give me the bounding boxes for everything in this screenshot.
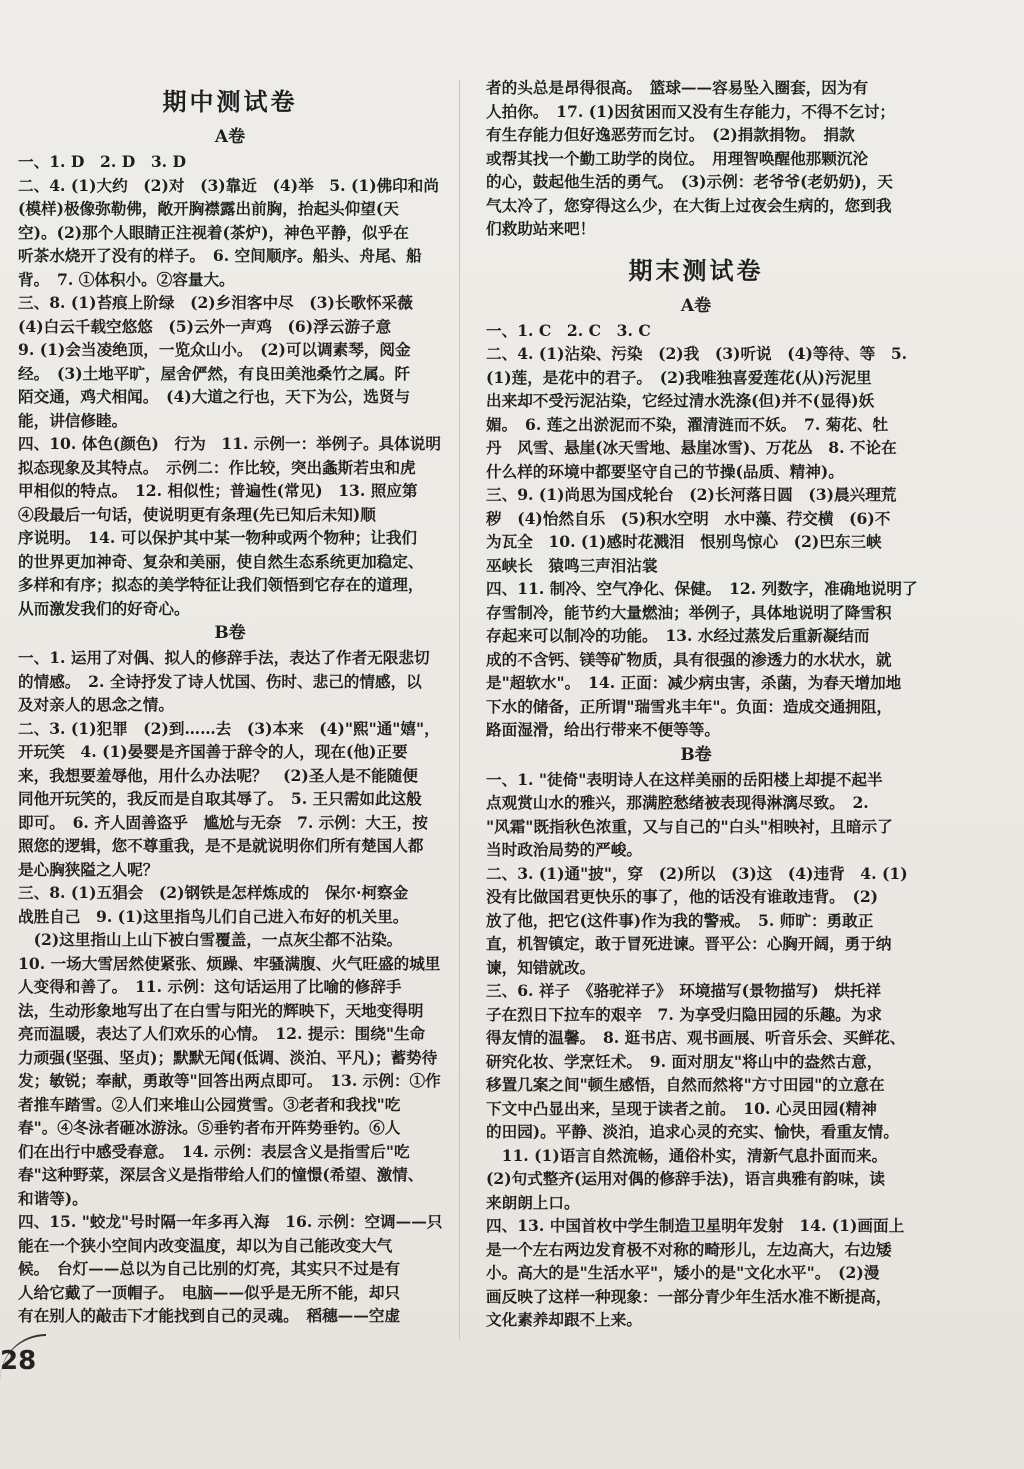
final-exam-title: 期末测试卷 <box>628 255 764 285</box>
text-line: 战胜自己 9. (1)这里指鸟儿们自己进入布好的机关里。 <box>18 906 409 926</box>
text-line: 开玩笑 4. (1)晏婴是齐国善于辞令的人，现在(他)正要 <box>18 742 408 761</box>
final-section-b-body <box>486 768 906 1332</box>
text-line: 三、9. (1)尚思为国戍轮台 (2)长河落日圆 (3)晨兴理荒 <box>486 485 897 504</box>
text-line: 9. (1)会当凌绝顶，一览众山小。 (2)可以调素琴，阅金 <box>18 340 411 359</box>
text-line: 三、6. 祥子 《骆驼祥子》 环境描写(景物描写) 烘托祥 <box>486 981 882 1000</box>
text-line: 二、4. (1)大约 (2)对 (3)靠近 (4)举 5. (1)佛印和尚 <box>18 175 439 195</box>
text-line: 二、4. (1)沾染、污染 (2)我 (3)听说 (4)等待、等 5. <box>486 344 908 363</box>
text-line: 的田园)。平静、淡泊，追求心灵的充实、愉快，看重友情。 <box>486 1122 899 1141</box>
text-line: 多样和有序；拟态的美学特征让我们领悟到它存在的道理， <box>18 575 424 594</box>
text-line: 或帮其找一个勤工助学的岗位。 用理智唤醒他那颗沉沦 <box>486 148 869 168</box>
text-line: (4)白云千载空悠悠 (5)云外一声鸡 (6)浮云游子意 <box>18 316 392 336</box>
text-line: 有生存能力但好逸恶劳而乞讨。 (2)捐款捐物。 捐款 <box>486 125 855 144</box>
text-line: "风霜"既指秋色浓重，又与自己的"白头"相映衬，且暗示了 <box>486 816 893 836</box>
text-line: 候。 台灯——总以为自己比别的灯亮，其实只不过是有 <box>18 1259 401 1278</box>
text-line: 直，机智镇定，敢于冒死进谏。晋平公：心胸开阔，勇于纳 <box>486 934 892 953</box>
text-line: 出来却不受污泥沾染，它经过清水洗涤(但)并不(显得)妖 <box>486 391 875 410</box>
text-line: 空)。(2)那个人眼睛正注视着(茶炉)，神色平静，似乎在 <box>18 222 409 242</box>
text-line: 路面湿滑，给出行带来不便等等。 <box>486 720 720 739</box>
text-line: 有在别人的敲击下才能找到自己的灵魂。 稻穗——空虚 <box>18 1306 401 1325</box>
text-line: 四、11. 制冷、空气净化、保健。 12. 列数字，准确地说明了 <box>486 579 918 598</box>
midterm-section-b-label: B卷 <box>214 623 246 643</box>
text-line: 能在一个狭小空间内改变温度，却以为自己能改变大气 <box>18 1235 393 1255</box>
text-line: 一、1. 运用了对偶、拟人的修辞手法，表达了作者无限悲切 <box>18 648 430 667</box>
text-line: 10. 一场大雪居然使紧张、烦躁、牢骚满腹、火气旺盛的城里 <box>18 953 441 973</box>
text-line: 们在出行中感受春意。 14. 示例：表层含义是指雪后"吃 <box>18 1141 410 1161</box>
text-line: 秽 (4)怡然自乐 (5)积水空明 水中藻、荇交横 (6)不 <box>486 508 891 528</box>
text-line: 即可。 6. 齐人固善盗乎 尴尬与无奈 7. 示例：大王，按 <box>18 812 428 832</box>
text-line: 文化素养却跟不上来。 <box>486 1310 642 1329</box>
text-line: 点观赏山水的雅兴，那满腔愁绪被表现得淋漓尽致。 2. <box>486 793 869 812</box>
text-line: 同他开玩笑的，我反而是自取其辱了。 5. 王只需如此这般 <box>18 789 422 808</box>
text-line: 没有比做国君更快乐的事了，他的话没有谁敢违背。 (2) <box>486 887 879 906</box>
text-line: 为瓦全 10. (1)感时花溅泪 恨别鸟惊心 (2)巴东三峡 <box>486 532 882 551</box>
text-line: 及对亲人的思念之情。 <box>18 695 174 714</box>
text-line: 照您的逻辑，您不尊重我，是不是就说明你们所有楚国人都 <box>18 836 424 855</box>
text-line: 发；敏锐；奉献，勇敢等"回答出两点即可。 13. 示例：①作 <box>18 1071 441 1090</box>
text-line: 是"超软水"。 14. 正面：减少病虫害，杀菌，为春天增加地 <box>486 673 902 692</box>
final-section-b-label: B卷 <box>680 744 712 765</box>
midterm-section-b-body <box>18 646 442 1328</box>
text-line: 们救助站来吧！ <box>486 219 596 238</box>
final-section-a-label: A卷 <box>680 295 712 316</box>
left-column <box>18 72 442 1328</box>
text-line: 子在烈日下拉车的艰辛 7. 为享受归隐田园的乐趣。为求 <box>486 1004 882 1024</box>
text-line: 二、3. (1)通"披"，穿 (2)所以 (3)这 (4)违背 4. (1) <box>486 863 908 883</box>
text-line: 从而激发我们的好奇心。 <box>18 598 190 618</box>
text-line: 媚。 6. 莲之出淤泥而不染，濯清涟而不妖。 7. 菊花、牡 <box>486 414 889 434</box>
text-line: 的心，鼓起他生活的勇气。 (3)示例：老爷爷(老奶奶)，天 <box>486 172 893 191</box>
text-line: 能，讲信修睦。 <box>18 410 128 430</box>
text-line: 当时政治局势的严峻。 <box>486 840 642 859</box>
text-line: 气太冷了，您穿得这么少，在大街上过夜会生病的，您到我 <box>486 195 892 215</box>
text-line: 四、10. 体色(颜色) 行为 11. 示例一：举例子。具体说明 <box>18 434 441 453</box>
text-line: 陌交通，鸡犬相闻。 (4)大道之行也，天下为公，选贤与 <box>18 387 411 406</box>
text-line: 成的不含钙、镁等矿物质，具有很强的渗透力的水状水，就 <box>486 649 892 669</box>
text-line: 是心胸狭隘之人呢？ <box>18 859 159 879</box>
text-line: 巫峡长 猿鸣三声泪沾裳 <box>486 555 658 575</box>
text-line: 什么样的环境中都要坚守自己的节操(品质、精神)。 <box>486 461 844 481</box>
text-line: 存雪制冷，能节约大量燃油；举例子，具体地说明了降雪积 <box>486 602 892 622</box>
text-line: 一、1. "徒倚"表明诗人在这样美丽的岳阳楼上却提不起半 <box>486 769 883 789</box>
text-line: (2)这里指山上山下被白雪覆盖，一点灰尘都不沾染。 <box>18 930 403 949</box>
text-line: 人变得和善了。 11. 示例：这句话运用了比喻的修辞手 <box>18 977 402 996</box>
text-line: 11. (1)语言自然流畅，通俗朴实，清新气息扑面而来。 <box>486 1145 888 1165</box>
right-column <box>486 76 918 1332</box>
text-line: 人给它戴了一顶帽子。 电脑——似乎是无所不能，却只 <box>18 1282 401 1302</box>
text-line: (模样)极像弥勒佛，敞开胸襟露出前胸，抬起头仰望(天 <box>18 199 399 218</box>
text-line: 亮而温暖，表达了人们欢乐的心情。 12. 提示：围绕"生命 <box>18 1024 426 1043</box>
text-line: 谏，知错就改。 <box>486 957 596 977</box>
text-line: 春"这种野菜，深层含义是指带给人们的憧憬(希望、激情、 <box>18 1165 424 1184</box>
text-line: 者推车踏雪。②人们来堆山公园赏雪。③老者和我找"吃 <box>18 1094 401 1114</box>
midterm-section-a-label: A卷 <box>214 127 246 147</box>
page-number: 28 <box>0 1346 37 1376</box>
text-line: 下文中凸显出来，呈现于读者之前。 10. 心灵田园(精神 <box>486 1098 877 1118</box>
text-line: (2)句式整齐(运用对偶的修辞手法)，语言典雅有韵味，读 <box>486 1169 886 1188</box>
text-line: 法，生动形象地写出了在白雪与阳光的辉映下，天地变得明 <box>18 1000 424 1020</box>
text-line: 甲相似的特点。 12. 相似性；普遍性(常见) 13. 照应第 <box>18 481 418 500</box>
continued-answers <box>486 76 906 241</box>
text-line: 经。 (3)土地平旷，屋舍俨然，有良田美池桑竹之属。阡 <box>18 363 411 383</box>
text-line: 丹 风雪、悬崖(冰天雪地、悬崖冰雪)、万花丛 8. 不论在 <box>486 438 897 457</box>
text-line: 存起来可以制冷的功能。 13. 水经过蒸发后重新凝结而 <box>486 626 870 645</box>
midterm-section-a-body <box>18 150 442 620</box>
text-line: 的情感。 2. 全诗抒发了诗人忧国、伤时、悲己的情感，以 <box>18 671 422 691</box>
text-line: 小。高大的是"生活水平"，矮小的是"文化水平"。 (2)漫 <box>486 1263 880 1282</box>
text-line: 二、3. (1)犯罪 (2)到……去 (3)本来 (4)"熙"通"嬉"， <box>18 718 440 738</box>
text-line: 来朗朗上口。 <box>486 1192 580 1212</box>
text-line: 来，我想要羞辱他，用什么办法呢？ (2)圣人是不能随便 <box>18 765 418 785</box>
text-line: 一、1. C 2. C 3. C <box>486 320 651 340</box>
text-line: 春"。④冬泳者砸冰游泳。⑤垂钓者布开阵势垂钓。⑥人 <box>18 1118 401 1137</box>
text-line: 者的头总是昂得很高。 篮球——容易坠入圈套，因为有 <box>486 78 869 97</box>
text-line: 四、15. "蛟龙"号时隔一年多再入海 16. 示例：空调——只 <box>18 1212 443 1231</box>
text-line: 拟态现象及其特点。 示例二：作比较，突出螽斯若虫和虎 <box>18 457 416 477</box>
text-line: 放了他，把它(这件事)作为我的警戒。 5. 师旷：勇敢正 <box>486 910 874 930</box>
text-line: 三、8. (1)五猖会 (2)钢铁是怎样炼成的 保尔·柯察金 <box>18 883 409 902</box>
text-line: 画反映了这样一种现象：一部分青少年生活水准不断提高， <box>486 1286 892 1306</box>
text-line: 下水的储备，正所谓"瑞雪兆丰年"。负面：造成交通拥阻， <box>486 696 893 716</box>
text-line: 四、13. 中国首枚中学生制造卫星明年发射 14. (1)画面上 <box>486 1216 905 1235</box>
text-line: 序说明。 14. 可以保护其中某一物种或两个物种；让我们 <box>18 528 418 547</box>
text-line: 人拍你。 17. (1)因贫困而又没有生存能力，不得不乞讨； <box>486 101 896 121</box>
text-line: 得友情的温馨。 8. 逛书店、观书画展、听音乐会、买鲜花、 <box>486 1028 906 1047</box>
text-line: 和谐等)。 <box>18 1188 88 1208</box>
text-line: 听茶水烧开了没有的样子。 6. 空间顺序。船头、舟尾、船 <box>18 246 422 265</box>
text-line: 一、1. D 2. D 3. D <box>18 152 187 171</box>
final-section-a-body <box>486 319 918 742</box>
text-line: (1)莲，是花中的君子。 (2)我唯独喜爱莲花(从)污泥里 <box>486 367 872 387</box>
text-line: 是一个左右两边发育极不对称的畸形儿，左边高大，右边矮 <box>486 1239 892 1259</box>
text-line: 三、8. (1)苔痕上阶绿 (2)乡泪客中尽 (3)长歌怀采薇 <box>18 293 413 312</box>
text-line: 背。 7. ①体积小。②容量大。 <box>18 269 235 289</box>
text-line: ④段最后一句话，使说明更有条理(先已知后未知)顺 <box>18 504 376 524</box>
text-line: 研究化妆、学烹饪术。 9. 面对朋友"将山中的盎然古意， <box>486 1051 883 1071</box>
text-line: 力顽强(坚强、坚贞)；默默无闻(低调、淡泊、平凡)；蓄势待 <box>18 1047 438 1067</box>
column-divider <box>459 80 460 1340</box>
midterm-title: 期中测试卷 <box>162 87 298 116</box>
text-line: 移置几案之间"顿生感悟，自然而然将"方寸田园"的立意在 <box>486 1075 885 1094</box>
text-line: 的世界更加神奇、复杂和美丽，使自然生态系统更加稳定、 <box>18 551 424 571</box>
